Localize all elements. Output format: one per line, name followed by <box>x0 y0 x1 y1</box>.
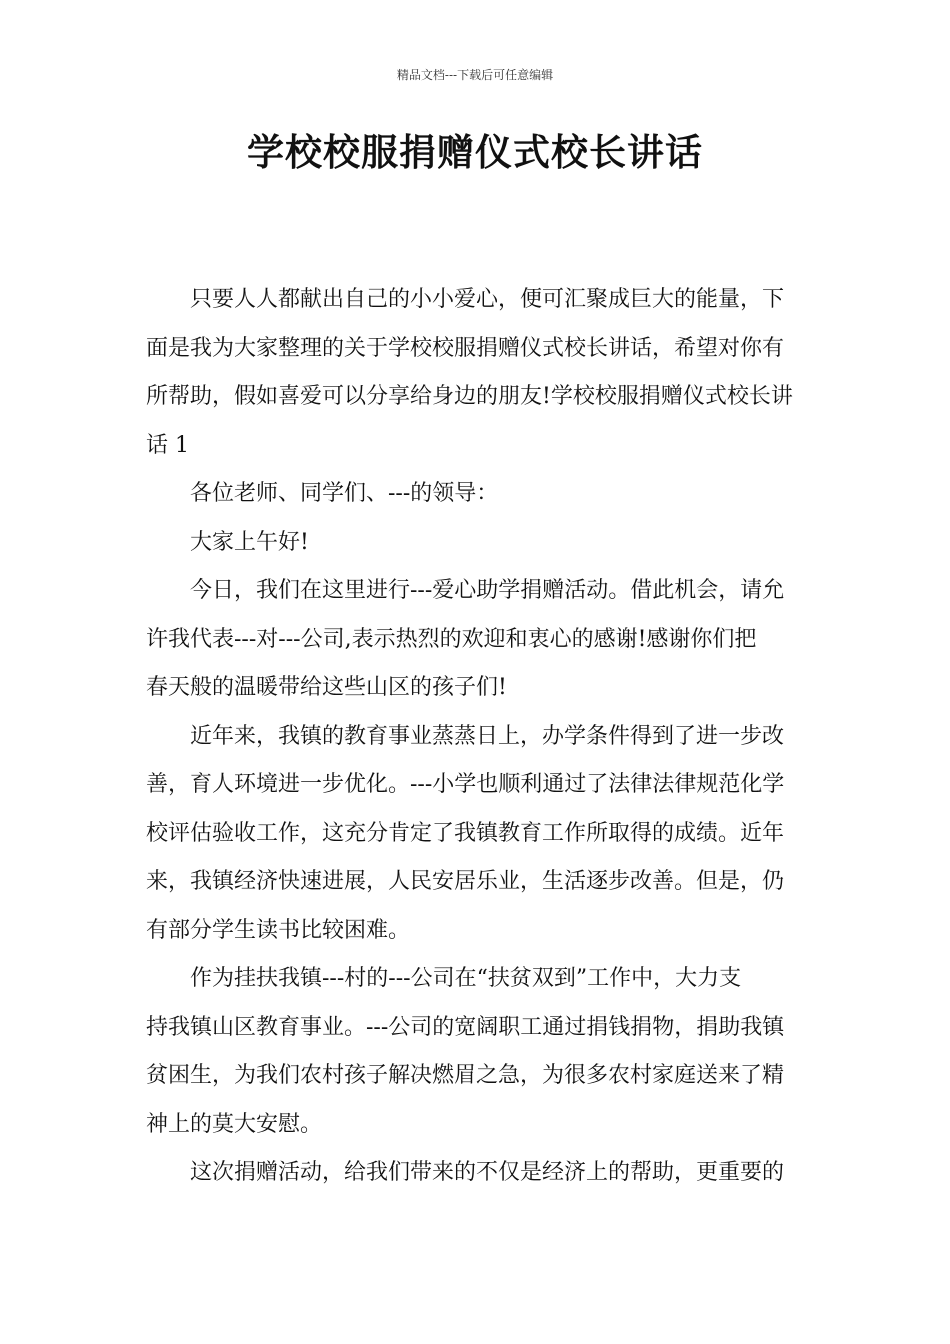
paragraph-line: 来，我镇经济快速进展，人民安居乐业，生活逐步改善。但是，仍 <box>146 869 785 894</box>
paragraph-line: 校评估验收工作，这充分肯定了我镇教育工作所取得的成绩。近年 <box>146 820 785 846</box>
paragraph-line: 这次捐赠活动，给我们带来的不仅是经济上的帮助，更重要的 <box>190 1160 785 1185</box>
paragraph-line: 近年来，我镇的教育事业蒸蒸日上，办学条件得到了进一步改 <box>190 723 785 749</box>
paragraph-line: 话 1 <box>146 432 189 458</box>
paragraph <box>146 1149 806 1198</box>
paragraph-line: 今日，我们在这里进行---爱心助学捐赠活动。借此机会，请允 <box>190 578 785 603</box>
paragraph-line: 大家上午好! <box>190 529 309 555</box>
paragraph <box>146 519 806 568</box>
paragraph-line: 作为挂扶我镇---村的---公司在“扶贫双到”工作中，大力支 <box>190 966 742 991</box>
paragraph-line: 各位老师、同学们、---的领导： <box>190 481 499 506</box>
paragraph <box>146 276 806 470</box>
paragraph-line: 许我代表---对---公司,表示热烈的欢迎和衷心的感谢!感谢你们把 <box>146 626 757 652</box>
paragraph-line: 善，育人环境进一步优化。---小学也顺利通过了法律法律规范化学 <box>146 772 785 797</box>
paragraph <box>146 567 806 713</box>
paragraph-line: 只要人人都献出自己的小小爱心，便可汇聚成巨大的能量，下 <box>190 287 785 312</box>
paragraph-line: 面是我为大家整理的关于学校校服捐赠仪式校长讲话，希望对你有 <box>146 335 785 361</box>
document-body <box>146 276 806 1198</box>
paragraph <box>146 955 806 1149</box>
paragraph-line: 所帮助，假如喜爱可以分享给身边的朋友!学校校服捐赠仪式校长讲 <box>146 384 793 409</box>
paragraph-line: 神上的莫大安慰。 <box>146 1111 323 1137</box>
document-title: 学校校服捐赠仪式校长讲话 <box>247 130 703 174</box>
paragraph <box>146 470 806 519</box>
paragraph-line: 春天般的温暖带给这些山区的孩子们! <box>146 675 507 700</box>
page-header: 精品文档---下载后可任意编辑 <box>396 68 554 82</box>
paragraph-line: 贫困生，为我们农村孩子解决燃眉之急，为很多农村家庭送来了精 <box>146 1063 785 1088</box>
paragraph-line: 有部分学生读书比较困难。 <box>146 917 411 943</box>
paragraph <box>146 713 806 956</box>
paragraph-line: 持我镇山区教育事业。---公司的宽阔职工通过捐钱捐物，捐助我镇 <box>146 1014 785 1040</box>
